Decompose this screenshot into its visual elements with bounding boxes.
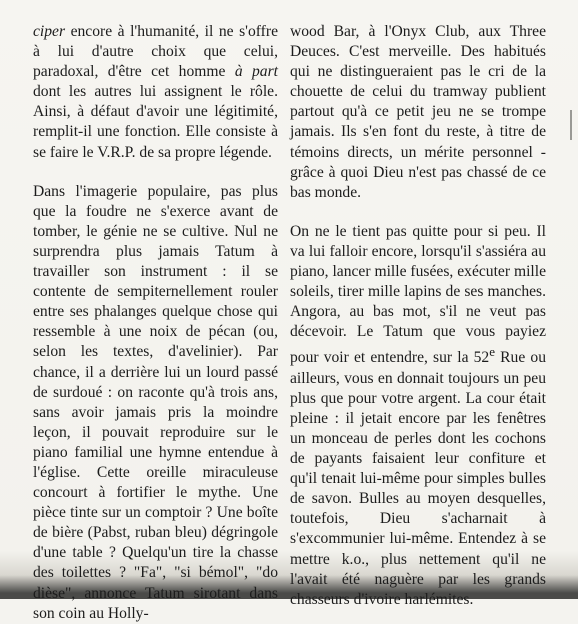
superscript: e xyxy=(489,344,496,360)
paragraph-2: Dans l'imagerie populaire, pas plus que la foudre ne s'exerce avant de tomber, le génie ne se cultive. Nul ne surprendra plus jamais Tatum à travailler son instrument : il se contente de sempiternellement rouler entre ses phalanges quelque chose qui ressemble à une noix de pécan (ou, selon les textes, d'avelinier). Par chance, il a derrière lui un lourd passé de surdoué : on raconte qu'à trois ans, sans avoir jamais pris la moindre leçon, il pouvait reproduire sur le piano familial une hymne entendue à l'église. Cette oreille miraculeuse concourt à fortifier le mythe. Une pièce tinte sur un comptoir ? Une boîte de bière (Pabst, ruban bleu) dégringole d'une table ? Quelqu'un tire la chasse des toilettes ? "Fa", "si bémol", "do dièse", annonce Tatum sirotant dans son coin au Holly- xyxy=(33,182,278,622)
paragraph-1 xyxy=(33,22,278,163)
right-column xyxy=(290,22,546,610)
left-column xyxy=(33,22,278,624)
italic-phrase: à part xyxy=(234,63,278,81)
page-edge-mark xyxy=(570,110,572,140)
text-run: Rue ou ailleurs, vous en donnait toujours un peu plus que pour votre argent. La cour était pleine : il jetait encore par les fenêtres un monceau de perles dont les cochons de payants faisaient leur confiture et qu'il tenait lui-même pour simples bulles de savon. Bulles au moyen desquelles, toutefois, Dieu s'acharnait à s'excommunier lui-même. Entendez à se mettre k.o., plus nettement qu'il ne l'avait été naguère par les grands chasseurs d'ivoire harlémites. xyxy=(290,349,546,608)
text-run: On ne le tient pas quitte pour si peu. Il va lui falloir encore, lorsqu'il s'assiéra au piano, lancer mille fusées, exécuter mille soleils, tirer mille lapins de ses manches. Angora, au bas mot, s'il ne veut pas décevoir. Le Tatum que vous payiez pour voir et entendre, sur la 52 xyxy=(290,222,546,367)
paragraph-3: wood Bar, à l'Onyx Club, aux Three Deuces. C'est merveille. Des habitués qui ne distingueraient pas le cri de la chouette de celui du tramway publient partout qu'à ce petit jeu ne se trompe jamais. Ils s'en font du reste, à titre de témoins directs, un mérite personnel - grâce à quoi Dieu n'est pas chassé de ce bas monde. xyxy=(290,23,546,201)
italic-word: ciper xyxy=(33,23,66,40)
text-run: dont les autres lui assignent le rôle. Ainsi, à défaut d'avoir une légitimité, remplit-il une fonction. Elle consiste à se faire le V.R.P. de sa propre légende. xyxy=(33,83,278,161)
text-run: encore à l'humanité, il ne s'offre à lui d'autre choix que celui, paradoxal, d'être cet homme xyxy=(33,23,278,81)
paragraph-4 xyxy=(290,222,546,610)
